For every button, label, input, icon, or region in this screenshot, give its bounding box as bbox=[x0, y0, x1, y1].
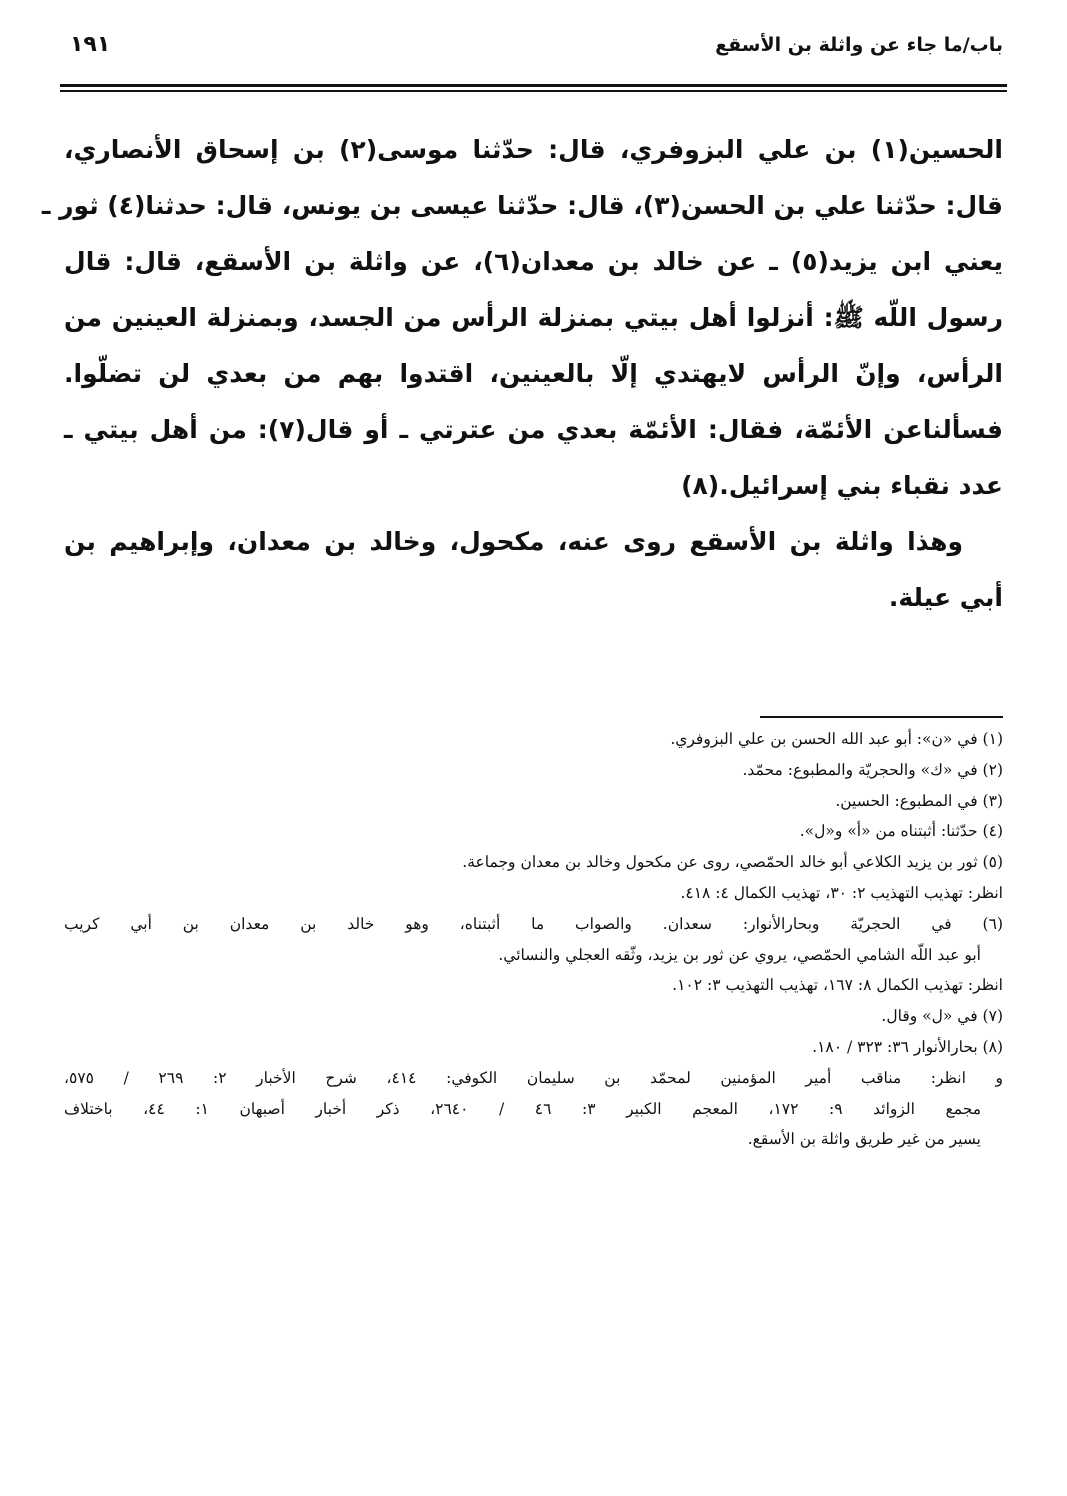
footnote-line: انظر: تهذيب الكمال ٨: ١٦٧، تهذيب التهذيب ٣: ١٠٢. bbox=[672, 976, 1003, 995]
text-line: قال: حدّثنا علي بن الحسن(٣)، قال: حدّثنا عيسى بن يونس، قال: حدثنا(٤) ثور ـ bbox=[41, 191, 1003, 220]
footnote-separator bbox=[760, 716, 1003, 718]
footnote-line: (٧) في «ل» وقال. bbox=[881, 1007, 1003, 1026]
running-header-title: باب/ما جاء عن واثلة بن الأسقع bbox=[715, 34, 1003, 56]
footnote-line: (٦) في الحجريّة وبحارالأنوار: سعدان. والصواب ما أثبتناه، وهو خالد بن معدان بن أبي كريب bbox=[64, 914, 1003, 933]
header-rule-thick bbox=[60, 84, 1007, 87]
text-line: أبي عيلة. bbox=[888, 583, 1003, 612]
text-line: عدد نقباء بني إسرائيل.(٨) bbox=[681, 471, 1003, 500]
footnote-line: (٨) بحارالأنوار ٣٦: ٣٢٣ / ١٨٠. bbox=[812, 1037, 1003, 1056]
footnote-line: (٢) في «ك» والحجريّة والمطبوع: محمّد. bbox=[742, 760, 1003, 779]
footnotes bbox=[64, 724, 1003, 1155]
text-line: فسألناعن الأئمّة، فقال: الأئمّة بعدي من عترتي ـ أو قال(٧): من أهل بيتي ـ bbox=[64, 415, 1003, 444]
footnote-line: (٣) في المطبوع: الحسين. bbox=[835, 791, 1003, 810]
footnote-line: أبو عبد اللّه الشامي الحمّصي، يروي عن ثور بن يزيد، وثّقه العجلي والنسائي. bbox=[498, 945, 981, 964]
page-number: ١٩١ bbox=[70, 32, 111, 57]
text-line: يعني ابن يزيد(٥) ـ عن خالد بن معدان(٦)، عن واثلة بن الأسقع، قال: قال bbox=[64, 247, 1004, 276]
main-text bbox=[41, 122, 1004, 626]
text-line: الرأس، وإنّ الرأس لايهتدي إلّا بالعينين، اقتدوا بهم من بعدي لن تضلّوا. bbox=[64, 359, 1003, 388]
text-line: رسول اللّه ﷺ: أنزلوا أهل بيتي بمنزلة الرأس من الجسد، وبمنزلة العينين من bbox=[64, 303, 1003, 332]
header-rule-thin bbox=[60, 90, 1007, 92]
text-line: وهذا واثلة بن الأسقع روى عنه، مكحول، وخالد بن معدان، وإبراهيم بن bbox=[64, 527, 963, 556]
footnote-line: (١) في «ن»: أبو عبد الله الحسن بن علي البزوفري. bbox=[670, 730, 1003, 748]
footnote-line: انظر: تهذيب التهذيب ٢: ٣٠، تهذيب الكمال ٤: ٤١٨. bbox=[680, 883, 1003, 902]
footnote-line: و انظر: مناقب أمير المؤمنين لمحمّد بن سليمان الكوفي: ٤١٤، شرح الأخبار ٢: ٢٦٩ / ٥٧٥، bbox=[64, 1068, 1003, 1087]
footnote-line: مجمع الزوائد ٩: ١٧٢، المعجم الكبير ٣: ٤٦ / ٢٦٤٠، ذكر أخبار أصبهان ١: ٤٤، باختلاف bbox=[64, 1099, 982, 1118]
text-line: الحسين(١) بن علي البزوفري، قال: حدّثنا موسى(٢) بن إسحاق الأنصاري، bbox=[64, 135, 1003, 164]
footnote-line: (٥) ثور بن يزيد الكلاعي أبو خالد الحمّصي، روى عن مكحول وخالد بن معدان وجماعة. bbox=[462, 853, 1003, 872]
footnote-line: يسير من غير طريق واثلة بن الأسقع. bbox=[747, 1130, 981, 1149]
footnote-line: (٤) حدّثنا: أثبتناه من «أ» و«ل». bbox=[799, 822, 1003, 841]
